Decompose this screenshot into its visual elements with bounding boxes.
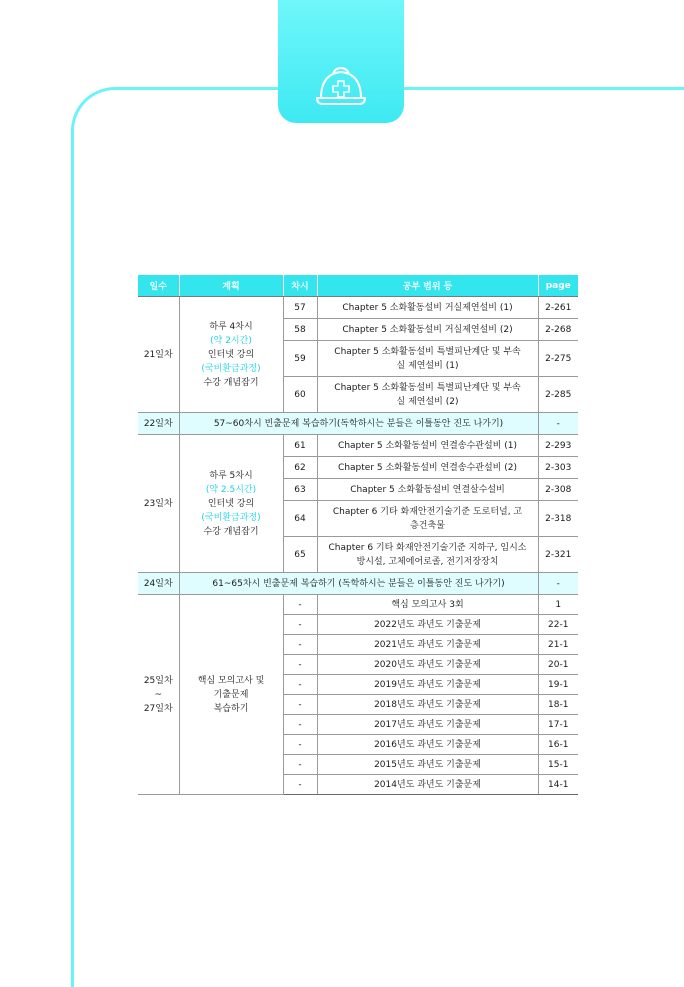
topic-cell: 2017년도 과년도 기출문제 [317, 715, 538, 735]
review-text: 57~60차시 빈출문제 복습하기(독학하시는 분들은 이틀동안 진도 나가기) [179, 413, 538, 435]
topic-cell: Chapter 5 소화활동설비 연결송수관설비 (2) [317, 457, 538, 479]
page-cell: 20-1 [538, 655, 578, 675]
day-line: 25일차 [143, 675, 173, 686]
page-cell: 1 [538, 595, 578, 615]
topic-cell: Chapter 5 소화활동설비 연결살수설비 [317, 479, 538, 501]
topic-cell [317, 377, 538, 413]
session-cell: - [283, 635, 317, 655]
header-session: 차시 [283, 275, 317, 297]
hard-hat-cross-icon [315, 64, 367, 108]
day-cell: 24일차 [138, 573, 179, 595]
topic-cell: Chapter 5 소화활동설비 연결송수관설비 (1) [317, 435, 538, 457]
plan-line: 핵심 모의고사 및 [197, 675, 265, 686]
plan-line-highlight: (약 2.5시간) [205, 484, 257, 495]
session-cell: 59 [283, 341, 317, 377]
topic-line: Chapter 5 소화활동설비 특별피난계단 및 부속 [334, 346, 521, 357]
page-cell: 22-1 [538, 615, 578, 635]
page-cell: 2-318 [538, 501, 578, 537]
topic-cell: 2015년도 과년도 기출문제 [317, 755, 538, 775]
topic-cell: 2020년도 과년도 기출문제 [317, 655, 538, 675]
topic-line: 실 제연설비 (2) [396, 396, 459, 407]
topic-cell [317, 501, 538, 537]
session-cell: - [283, 735, 317, 755]
session-cell: 62 [283, 457, 317, 479]
session-cell: 58 [283, 319, 317, 341]
topic-cell: 2014년도 과년도 기출문제 [317, 775, 538, 795]
page-cell: 2-303 [538, 457, 578, 479]
page-cell: 15-1 [538, 755, 578, 775]
session-cell: 61 [283, 435, 317, 457]
page-cell: - [538, 413, 578, 435]
plan-line: 수강 개념잡기 [203, 526, 259, 537]
day-cell: 23일차 [138, 435, 179, 573]
page-cell: 19-1 [538, 675, 578, 695]
session-cell: 63 [283, 479, 317, 501]
day-line: 27일차 [143, 703, 173, 714]
day-cell: 22일차 [138, 413, 179, 435]
table-header-row [138, 275, 578, 297]
page-cell: 2-275 [538, 341, 578, 377]
page-cell: 2-268 [538, 319, 578, 341]
topic-line: Chapter 6 기타 화재안전기술기준 지하구, 임시소 [328, 542, 527, 553]
plan-line-highlight: (국비환급과정) [201, 512, 261, 523]
plan-cell [179, 435, 283, 573]
session-cell: - [283, 715, 317, 735]
page-cell: 14-1 [538, 775, 578, 795]
plan-line-highlight: (국비환급과정) [201, 363, 261, 374]
plan-cell [179, 595, 283, 795]
plan-line-highlight: (약 2시간) [210, 335, 252, 346]
topic-cell: 2021년도 과년도 기출문제 [317, 635, 538, 655]
plan-line: 수강 개념잡기 [203, 377, 259, 388]
session-cell: 64 [283, 501, 317, 537]
review-row [138, 413, 578, 435]
plan-line: 인터넷 강의 [207, 498, 255, 509]
topic-cell: Chapter 5 소화활동설비 거실제연설비 (2) [317, 319, 538, 341]
page-cell: 18-1 [538, 695, 578, 715]
session-cell: - [283, 755, 317, 775]
topic-cell: 핵심 모의고사 3회 [317, 595, 538, 615]
plan-line: 하루 4차시 [209, 321, 253, 332]
page-cell: 2-308 [538, 479, 578, 501]
plan-line: 하루 5차시 [209, 470, 253, 481]
topic-cell: 2016년도 과년도 기출문제 [317, 735, 538, 755]
plan-line: 복습하기 [213, 703, 249, 714]
page-cell: 17-1 [538, 715, 578, 735]
session-cell: 60 [283, 377, 317, 413]
day-cell [138, 595, 179, 795]
topic-cell [317, 341, 538, 377]
page-cell: 2-285 [538, 377, 578, 413]
plan-line: 기출문제 [213, 689, 249, 700]
plan-line: 인터넷 강의 [207, 349, 255, 360]
page-cell: 16-1 [538, 735, 578, 755]
header-page: page [538, 275, 578, 297]
review-row [138, 573, 578, 595]
topic-cell [317, 537, 538, 573]
session-cell: - [283, 675, 317, 695]
plan-cell [179, 297, 283, 413]
session-cell: 65 [283, 537, 317, 573]
day-cell: 21일차 [138, 297, 179, 413]
table-row [138, 297, 578, 319]
page-cell: - [538, 573, 578, 595]
topic-line: 층건축물 [410, 520, 445, 531]
session-cell: - [283, 595, 317, 615]
page-cell: 21-1 [538, 635, 578, 655]
page-cell: 2-261 [538, 297, 578, 319]
topic-cell: Chapter 5 소화활동설비 거실제연설비 (1) [317, 297, 538, 319]
table-row [138, 595, 578, 615]
header-scope: 공부 범위 등 [317, 275, 538, 297]
session-cell: - [283, 615, 317, 635]
session-cell: - [283, 775, 317, 795]
header-tab [278, 0, 404, 123]
page-cell: 2-321 [538, 537, 578, 573]
topic-line: 실 제연설비 (1) [396, 360, 459, 371]
topic-cell: 2019년도 과년도 기출문제 [317, 675, 538, 695]
topic-line: Chapter 5 소화활동설비 특별피난계단 및 부속 [334, 382, 521, 393]
topic-line: 방시설, 고체에어로졸, 전기저장장치 [356, 556, 499, 567]
day-line: ~ [154, 689, 163, 700]
header-days: 일수 [138, 275, 179, 297]
page-cell: 2-293 [538, 435, 578, 457]
topic-line: Chapter 6 기타 화재안전기술기준 도로터널, 고 [332, 506, 523, 517]
review-text: 61~65차시 빈출문제 복습하기 (독학하시는 분들은 이틀동안 진도 나가기) [179, 573, 538, 595]
table-row [138, 435, 578, 457]
session-cell: - [283, 695, 317, 715]
study-plan-table [138, 275, 578, 795]
header-plan: 계획 [179, 275, 283, 297]
topic-cell: 2022년도 과년도 기출문제 [317, 615, 538, 635]
session-cell: 57 [283, 297, 317, 319]
topic-cell: 2018년도 과년도 기출문제 [317, 695, 538, 715]
session-cell: - [283, 655, 317, 675]
